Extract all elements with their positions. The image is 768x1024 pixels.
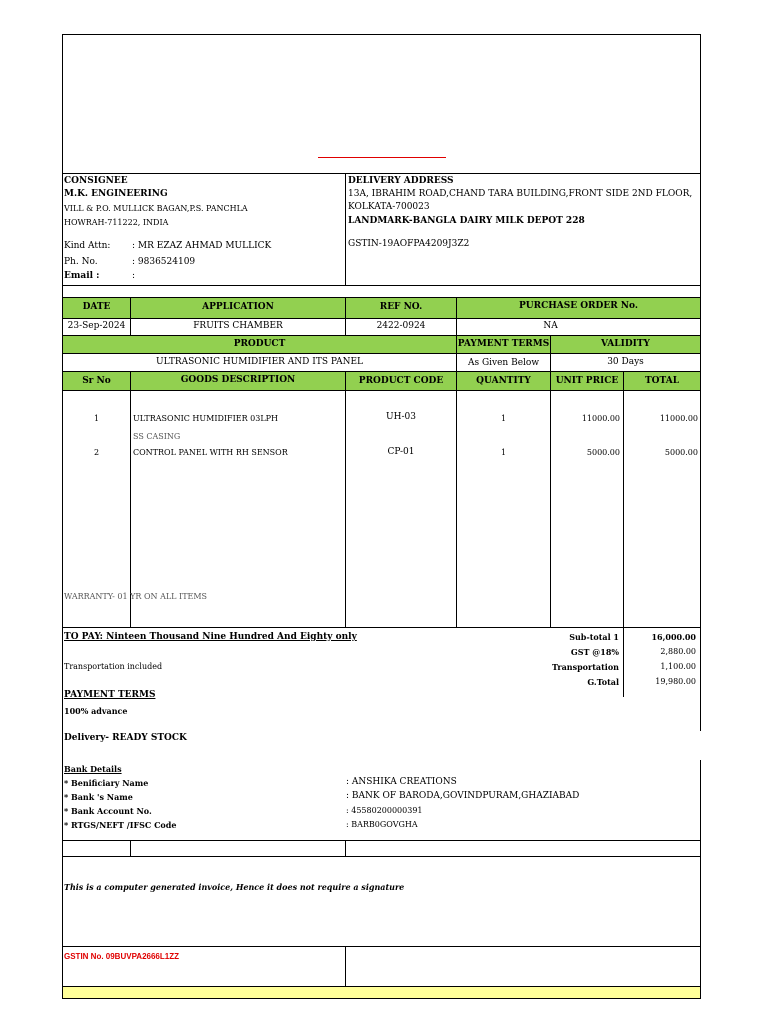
delivery-line-1: 13A, IBRAHIM ROAD,CHAND TARA BUILDING,FRONT SIDE 2ND FLOOR,	[348, 189, 693, 199]
consignee-address-1: VILL & P.O. MULLICK BAGAN,P.S. PANCHLA	[64, 204, 248, 213]
transportation-value: 1,100.00	[660, 662, 696, 671]
addr-divider	[345, 173, 346, 285]
item-total: 11000.00	[659, 414, 698, 423]
delivery-terms: Delivery- READY STOCK	[64, 733, 187, 743]
delivery-heading: DELIVERY ADDRESS	[348, 176, 454, 186]
computer-generated-note: This is a computer generated invoice, Hence it does not require a signature	[64, 882, 405, 892]
frame-right-bottom	[700, 760, 701, 999]
ref-header: REF NO.	[379, 302, 423, 312]
item-code: CP-01	[387, 447, 415, 457]
bank-name-value: : BANK OF BARODA,GOVINDPURAM,GHAZIABAD	[346, 791, 580, 801]
item-qty: 1	[500, 414, 507, 423]
footer-divider	[345, 946, 346, 986]
account-no-label: * Bank Account No.	[64, 806, 152, 816]
items-header-bottom	[62, 390, 701, 391]
items-bottom	[62, 627, 701, 628]
subtotal-value: 16,000.00	[651, 632, 696, 642]
subtotal-label: Sub-total 1	[569, 632, 619, 642]
items-col-3	[456, 372, 457, 627]
unit-price-header: UNIT PRICE	[555, 376, 619, 386]
item-sr: 2	[93, 448, 100, 457]
items-col-2	[345, 372, 346, 627]
phone-value: : 9836524109	[132, 257, 196, 267]
application-value: FRUITS CHAMBER	[193, 321, 283, 331]
frame-top	[62, 34, 701, 35]
delivery-gstin: GSTIN-19AOFPA4209J3Z2	[348, 239, 470, 249]
payment-terms-heading: PAYMENT TERMS	[64, 690, 156, 700]
sr-header: Sr No	[82, 376, 111, 386]
beneficiary-label: * Benificiary Name	[64, 778, 149, 788]
transportation-label: Transportation	[552, 662, 619, 672]
email-label: Email :	[64, 271, 100, 281]
addr-top-line	[62, 173, 701, 174]
item-sr: 1	[93, 414, 100, 423]
ifsc-label: * RTGS/NEFT /IFSC Code	[64, 820, 177, 830]
product-header: PRODUCT	[233, 339, 286, 349]
item-total: 5000.00	[664, 448, 698, 457]
delivery-landmark: LANDMARK-BANGLA DAIRY MILK DEPOT 228	[348, 216, 585, 226]
ref-value: 2422-0924	[376, 321, 426, 331]
bank-name-label: * Bank 's Name	[64, 792, 133, 802]
po-value: NA	[543, 321, 558, 331]
code-header: PRODUCT CODE	[358, 376, 444, 386]
beneficiary-value: : ANSHIKA CREATIONS	[346, 777, 457, 787]
account-no-value: : 45580200000391	[346, 806, 423, 815]
footer-yellow-band	[63, 987, 700, 998]
kind-attn-label: Kind Attn:	[64, 241, 111, 251]
date-value: 23-Sep-2024	[67, 321, 126, 331]
total-header: TOTAL	[644, 376, 680, 386]
validity-value: 30 Days	[607, 357, 644, 367]
item-desc: ULTRASONIC HUMIDIFIER 03LPH	[133, 414, 279, 423]
items-col-1	[130, 372, 131, 627]
to-pay-amount-words: TO PAY: Ninteen Thousand Nine Hundred And Eighty only	[64, 632, 357, 642]
grand-total-value: 19,980.00	[655, 677, 696, 686]
payment-terms-value: As Given Below	[467, 358, 540, 368]
addr-bottom-line	[62, 285, 701, 286]
application-header: APPLICATION	[202, 302, 274, 312]
warranty-note: WARRANTY- 01 YR ON ALL ITEMS	[64, 592, 208, 601]
payment-terms-header: PAYMENT TERMS	[457, 339, 550, 349]
consignee-company: M.K. ENGINEERING	[64, 189, 168, 199]
product-header-bottom	[62, 353, 701, 354]
frame-bottom	[62, 998, 701, 999]
gst-label: GST @18%	[570, 647, 619, 657]
desc-header: GOODS DESCRIPTION	[180, 375, 296, 385]
lower-col-1	[130, 840, 131, 857]
kind-attn-value: : MR EZAZ AHMAD MULLICK	[132, 241, 272, 251]
order-header-top	[62, 297, 701, 298]
gst-value: 2,880.00	[660, 647, 696, 656]
email-value: :	[132, 271, 136, 281]
item-desc: CONTROL PANEL WITH RH SENSOR	[133, 448, 288, 457]
header-red-line	[318, 157, 446, 158]
transport-note: Transportation included	[64, 662, 163, 671]
consignee-address-2: HOWRAH-711222, INDIA	[64, 218, 169, 227]
item-sub: SS CASING	[133, 432, 181, 441]
delivery-line-2: KOLKATA-700023	[348, 202, 430, 212]
phone-label: Ph. No.	[64, 257, 98, 267]
lower-line-2	[62, 856, 701, 857]
po-header: PURCHASE ORDER No.	[518, 301, 639, 311]
bank-heading: Bank Details	[64, 764, 122, 774]
date-header: DATE	[82, 302, 111, 312]
validity-header: VALIDITY	[601, 339, 650, 349]
item-qty: 1	[500, 448, 507, 457]
item-code: UH-03	[386, 412, 416, 422]
ifsc-value: : BARB0GOVGHA	[346, 820, 418, 829]
qty-header: QUANTITY	[476, 376, 531, 386]
frame-left	[62, 34, 63, 999]
lower-col-2	[345, 840, 346, 857]
order-header-bottom	[62, 318, 701, 319]
items-col-4	[550, 372, 551, 627]
gstin-footer: GSTIN No. 09BUVPA2666L1ZZ	[64, 952, 179, 961]
item-unit-price: 11000.00	[581, 414, 620, 423]
grand-total-label: G.Total	[587, 677, 619, 687]
item-unit-price: 5000.00	[586, 448, 620, 457]
consignee-heading: CONSIGNEE	[64, 176, 128, 186]
footer-top-line	[62, 946, 701, 947]
product-value: ULTRASONIC HUMIDIFIER AND ITS PANEL	[156, 357, 363, 367]
payment-advance: 100% advance	[64, 706, 128, 716]
lower-line-1	[62, 840, 701, 841]
